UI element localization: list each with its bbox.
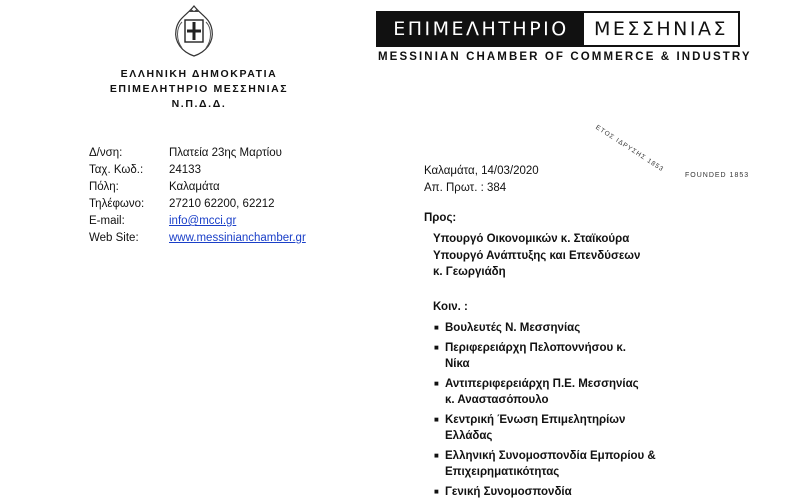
cc-item: [434, 484, 734, 500]
recipients-list: [433, 231, 640, 281]
founded-greek: ΕΤΟΣ ΙΔΡΥΣΗΣ 1853: [594, 124, 666, 174]
cc-line: Γενική Συνομοσπονδία: [445, 486, 572, 498]
contact-label: Δ/νση:: [89, 147, 123, 159]
bullet-icon: ■: [434, 379, 439, 388]
date-line: Καλαμάτα, 14/03/2020: [424, 165, 539, 177]
date-block: [424, 163, 539, 197]
recipients-heading: Προς:: [424, 212, 457, 224]
contact-block: [89, 145, 306, 247]
recipient-line: κ. Γεωργιάδη: [433, 266, 506, 278]
contact-row-postcode: [89, 162, 306, 179]
legal-form-label: Ν.Π.Δ.Δ.: [171, 98, 227, 110]
cc-item: [434, 412, 734, 444]
contact-label: Πόλη:: [89, 181, 119, 193]
cc-line: Κεντρική Ένωση Επιμελητηρίων: [445, 414, 626, 426]
cc-line: Βουλευτές Ν. Μεσσηνίας: [445, 322, 581, 334]
recipient-line: Υπουργό Ανάπτυξης και Επενδύσεων: [433, 249, 641, 262]
bullet-icon: ■: [434, 487, 439, 496]
contact-value: Πλατεία 23ης Μαρτίου: [169, 147, 282, 159]
bullet-icon: ■: [434, 415, 439, 424]
contact-label: Web Site:: [89, 232, 139, 244]
chamber-label: ΕΠΙΜΕΛΗΤΗΡΙΟ ΜΕΣΣΗΝΙΑΣ: [109, 83, 289, 95]
cc-item: [434, 448, 734, 480]
logo-subtitle: MESSINIAN CHAMBER OF COMMERCE & INDUSTRY: [378, 51, 752, 63]
logo-word-left: ΕΠΙΜΕΛΗΤΗΡΙΟ: [378, 13, 584, 45]
bullet-icon: ■: [434, 451, 439, 460]
cc-item: [434, 320, 734, 336]
bullet-icon: ■: [434, 343, 439, 352]
chamber-logo: [376, 11, 740, 47]
cc-heading: Κοιν. :: [433, 301, 468, 313]
contact-value: Καλαμάτα: [169, 181, 220, 193]
bullet-icon: ■: [434, 323, 439, 332]
protocol-line: Απ. Πρωτ. : 384: [424, 182, 507, 194]
cc-line: Νίκα: [445, 358, 470, 370]
contact-row-phone: [89, 196, 306, 213]
contact-row-email: [89, 213, 306, 230]
founded-english: FOUNDED 1853: [685, 172, 750, 179]
greek-coat-of-arms-icon: [168, 2, 220, 58]
contact-row-website: [89, 230, 306, 247]
cc-item: [434, 340, 734, 372]
cc-line: κ. Αναστασόπουλο: [445, 394, 549, 406]
cc-line: Ελληνική Συνομοσπονδία Εμπορίου &: [445, 450, 656, 462]
contact-label: Τηλέφωνο:: [89, 198, 145, 210]
email-link[interactable]: info@mcci.gr: [169, 215, 237, 227]
logo-word-right: ΜΕΣΣΗΝΙΑΣ: [593, 18, 728, 40]
cc-line: Επιχειρηματικότητας: [445, 466, 560, 478]
cc-line: Αντιπεριφερειάρχη Π.Ε. Μεσσηνίας: [445, 378, 639, 390]
contact-value: 27210 62200, 62212: [169, 198, 275, 210]
cc-line: Περιφερειάρχη Πελοποννήσου κ.: [445, 342, 626, 354]
website-link[interactable]: www.messinianchamber.gr: [169, 232, 306, 244]
contact-label: E-mail:: [89, 215, 125, 227]
recipient-line: Υπουργό Οικονομικών κ. Σταϊκούρα: [433, 233, 630, 245]
contact-row-city: [89, 179, 306, 196]
republic-label: ΕΛΛΗΝΙΚΗ ΔΗΜΟΚΡΑΤΙΑ: [120, 68, 278, 80]
cc-line: Ελλάδας: [445, 430, 493, 442]
contact-row-address: [89, 145, 306, 162]
contact-label: Ταχ. Κωδ.:: [89, 164, 144, 176]
contact-value: 24133: [169, 164, 201, 176]
cc-item: [434, 376, 734, 408]
